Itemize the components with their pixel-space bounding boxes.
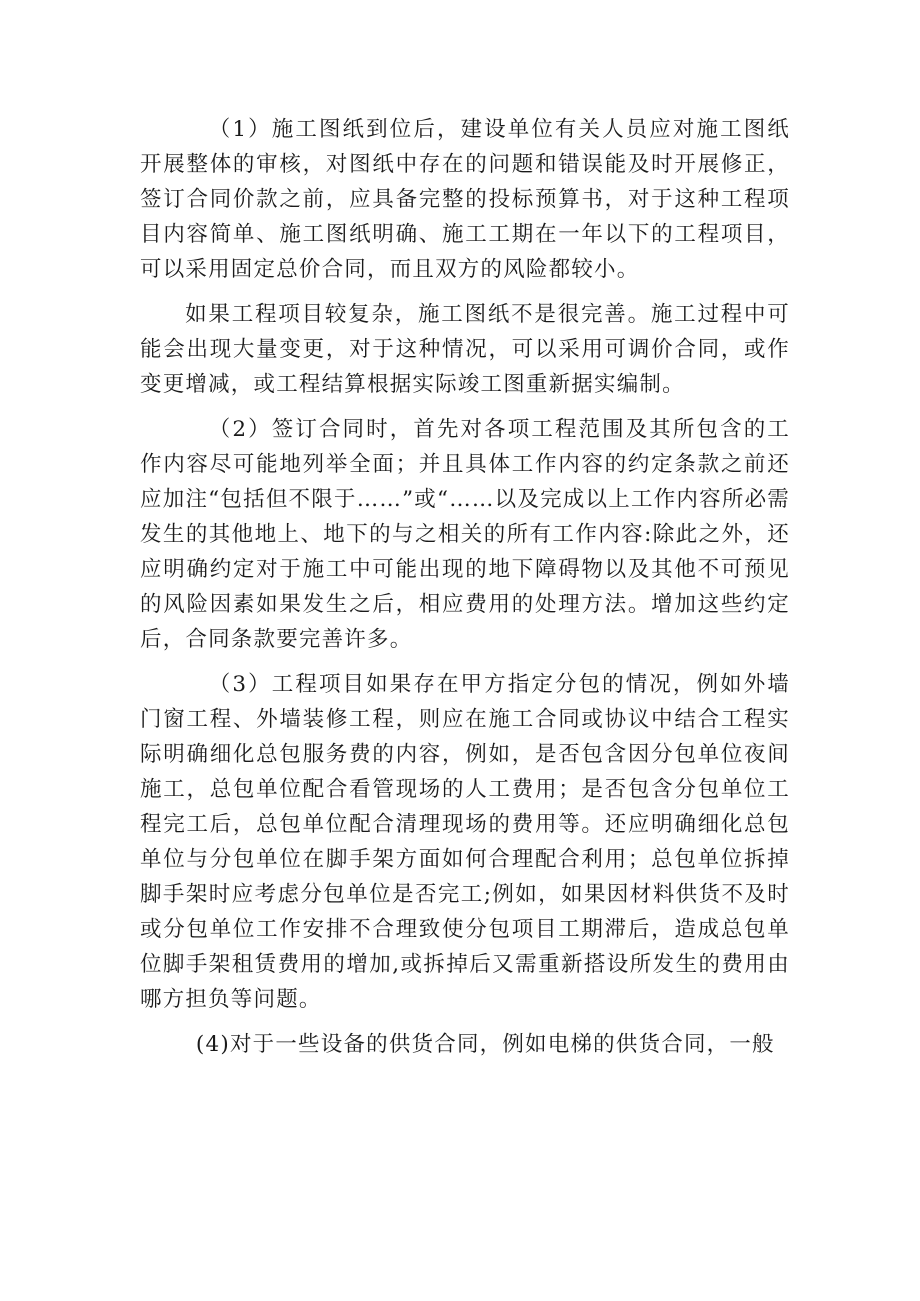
paragraph-3: （2）签订合同时，首先对各项工程范围及其所包含的工作内容尽可能地列举全面；并且具体工作内容的约定条款之前还应加注“包括但不限于……”或“……以及完成以上工作内容所必需发生的其他地上、地下的与之相关的所有工作内容:除此之外，还应明确约定对于施工中可能出现的地下障碍物以及其他不可预见的风险因素如果发生之后，相应费用的处理方法。增加这些约定后，合同条款要完善许多。: [140, 417, 790, 652]
paragraph-5: (4)对于一些设备的供货合同，例如电梯的供货合同，一般: [195, 1032, 775, 1057]
paragraph-1: （1）施工图纸到位后，建设单位有关人员应对施工图纸开展整体的审核，对图纸中存在的问题和错误能及时开展修正，签订合同价款之前，应具备完整的投标预算书，对于这种工程项目内容简单、施工图纸明确、施工工期在一年以下的工程项目，可以采用固定总价合同，而且双方的风险都较小。: [140, 117, 790, 282]
paragraph-4: （3）工程项目如果存在甲方指定分包的情况，例如外墙门窗工程、外墙装修工程，则应在施工合同或协议中结合工程实际明确细化总包服务费的内容，例如，是否包含因分包单位夜间施工，总包单位配合看管现场的人工费用；是否包含分包单位工程完工后，总包单位配合清理现场的费用等。还应明确细化总包单位与分包单位在脚手架方面如何合理配合利用；总包单位拆掉脚手架时应考虑分包单位是否完工;例如，如果因材料供货不及时或分包单位工作安排不合理致使分包项目工期滞后，造成总包单位脚手架租赁费用的增加,或拆掉后又需重新搭设所发生的费用由哪方担负等问题。: [140, 672, 790, 1012]
paragraph-2: 如果工程项目较复杂，施工图纸不是很完善。施工过程中可能会出现大量变更，对于这种情况，可以采用可调价合同，或作变更增减，或工程结算根据实际竣工图重新据实编制。: [140, 302, 790, 397]
